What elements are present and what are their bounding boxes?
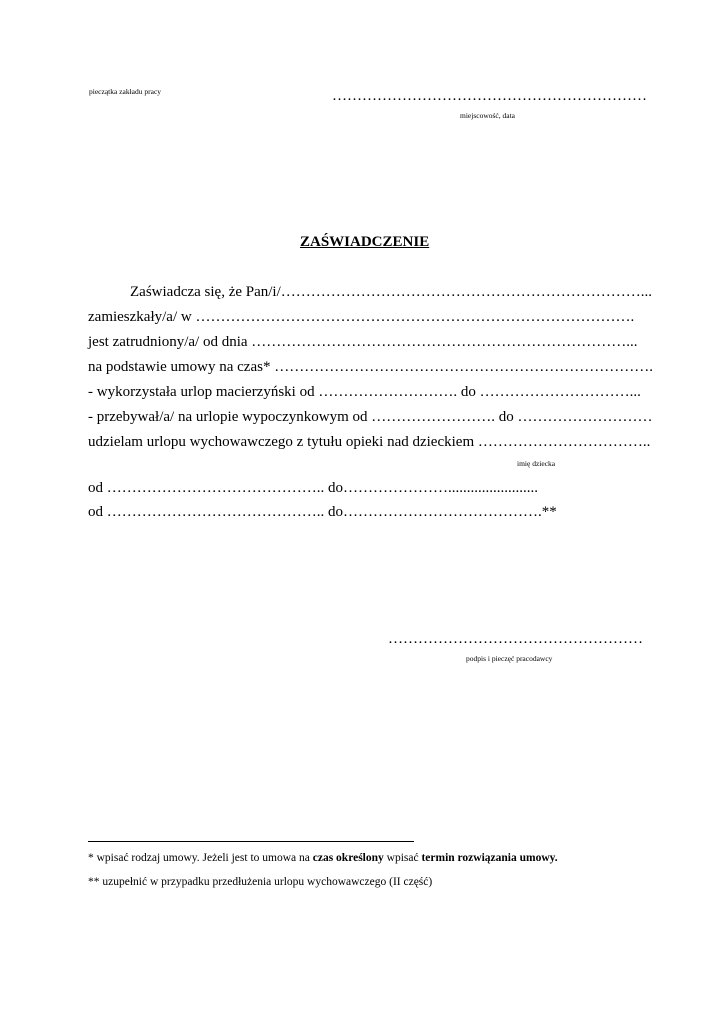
body-line-maternity-leave: - wykorzystała urlop macierzyński od ………………………. do …………………………... xyxy=(88,384,641,400)
footnote-1-bold-fixed-term: czas określony xyxy=(312,852,384,864)
child-name-label: imię dziecka xyxy=(517,459,556,468)
body-line-contract: na podstawie umowy na czas* …………………………………………………………………. xyxy=(88,359,653,375)
place-date-label: miejscowość, data xyxy=(460,111,515,120)
place-date-dots: ……………………………………………………… xyxy=(332,88,647,104)
leave-period-2: od …………………………………….. do………………………………….** xyxy=(88,504,557,520)
footnote-2: ** uzupełnić w przypadku przedłużenia urlopu wychowawczego (II część) xyxy=(88,876,433,888)
document-title: ZAŚWIADCZENIE xyxy=(300,234,430,250)
signature-dots: …………………………………………… xyxy=(388,631,643,647)
leave-period-1: od …………………………………….. do…………………........................ xyxy=(88,480,538,496)
footnote-divider xyxy=(88,841,414,842)
footnote-1-bold-termination: termin rozwiązania umowy. xyxy=(421,852,558,864)
stamp-label: pieczątka zakładu pracy xyxy=(89,87,162,96)
body-line-employed-since: jest zatrudniony/a/ od dnia …………………………………………………………………... xyxy=(88,334,638,350)
body-line-annual-leave: - przebywał/a/ na urlopie wypoczynkowym od ……………………. do ……………………… xyxy=(88,409,653,425)
footnote-1-mid: wpisać xyxy=(383,852,422,864)
footnote-1 xyxy=(88,852,558,864)
body-line-residence: zamieszkały/a/ w ……………………………………………………………………………. xyxy=(88,309,635,325)
footnote-1-prefix: * wpisać rodzaj umowy. Jeżeli jest to umowa na xyxy=(88,852,313,864)
signature-label: podpis i pieczęć pracodawcy xyxy=(466,654,553,663)
body-line-parental-leave: udzielam urlopu wychowawczego z tytułu opieki nad dzieckiem …………………………….. xyxy=(88,434,651,450)
body-line-person: Zaświadcza się, że Pan/i/………………………………………………………………... xyxy=(130,284,653,300)
